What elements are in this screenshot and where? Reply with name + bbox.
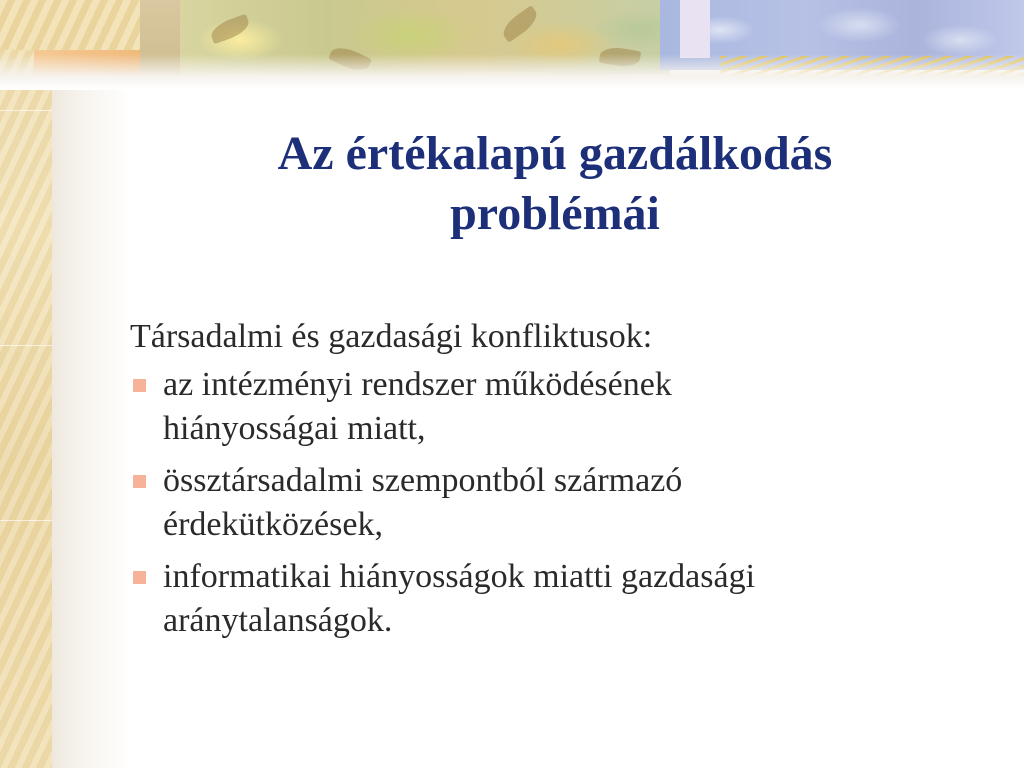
bullet-text-line2: hiányosságai miatt, xyxy=(163,410,426,447)
left-decorative-strip xyxy=(0,0,52,768)
bullet-list xyxy=(130,363,990,643)
bullet-text-line1: az intézményi rendszer működésének xyxy=(163,366,672,403)
slide-title xyxy=(130,124,980,244)
slide-body xyxy=(130,313,990,651)
intro-text: Társadalmi és gazdasági konfliktusok: xyxy=(130,318,653,355)
bullet-text-line2: érdekütközések, xyxy=(163,506,383,543)
bullet-item xyxy=(130,363,990,451)
square-bullet-icon xyxy=(133,379,146,392)
square-bullet-icon xyxy=(133,571,146,584)
bullet-text-line1: informatikai hiányosságok miatti gazdasági xyxy=(163,558,756,595)
strip-seam xyxy=(0,345,52,346)
bullet-item xyxy=(130,459,990,547)
strip-seam xyxy=(0,110,52,111)
bullet-item xyxy=(130,555,990,643)
strip-seam xyxy=(0,520,52,521)
left-fade-gradient xyxy=(52,0,132,768)
slide-title-line2: problémái xyxy=(450,187,660,240)
slide-title-line1: Az értékalapú gazdálkodás xyxy=(277,127,833,180)
bullet-text-line1: össztársadalmi szempontból származó xyxy=(163,462,683,499)
square-bullet-icon xyxy=(133,475,146,488)
top-decorative-banner xyxy=(0,0,1024,110)
bullet-text-line2: aránytalanságok. xyxy=(163,602,393,639)
banner-fade xyxy=(0,0,1024,90)
